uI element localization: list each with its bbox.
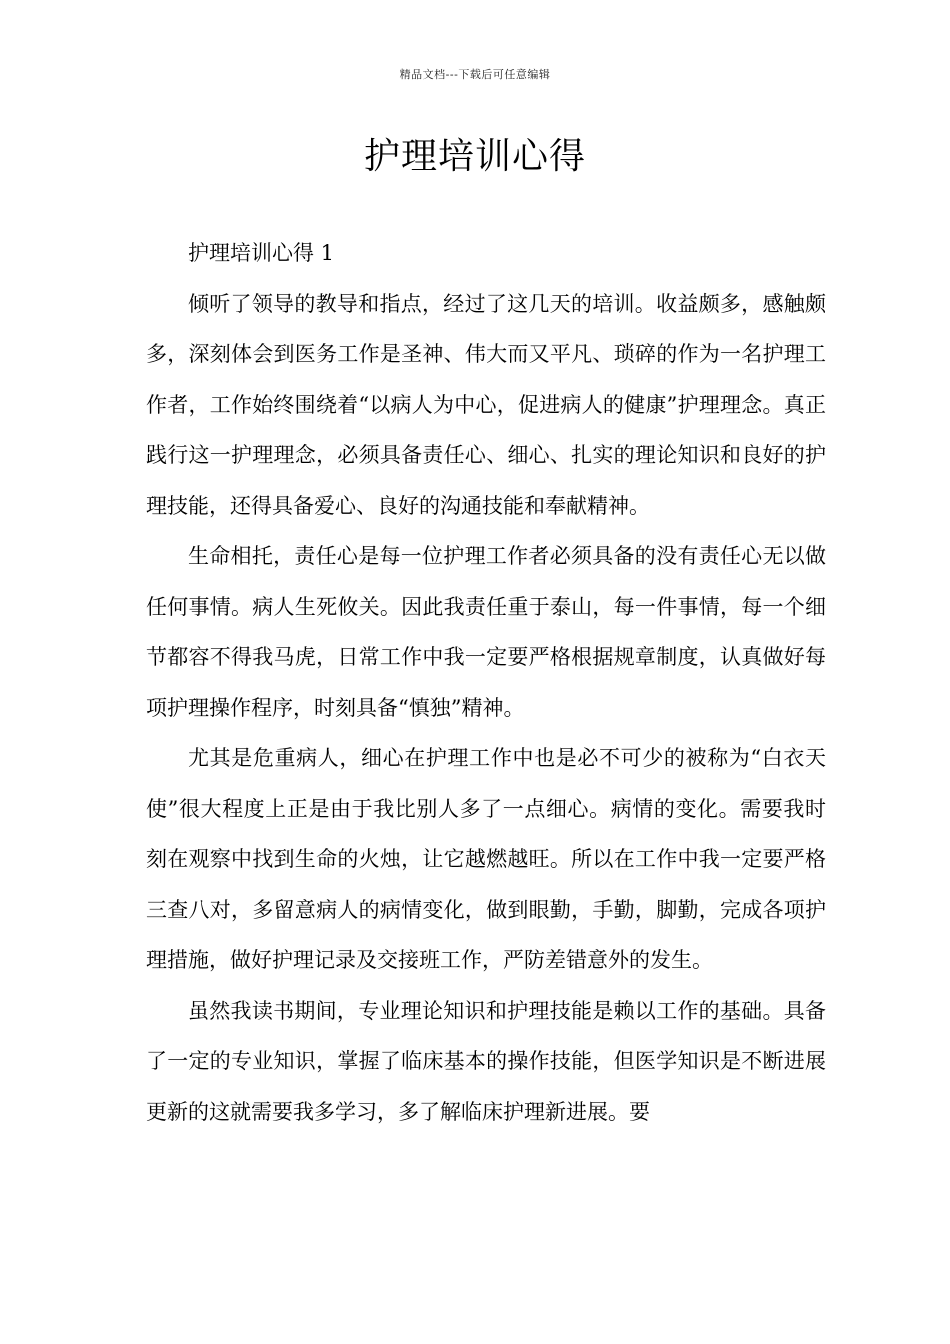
document-title: 护理培训心得 — [363, 136, 586, 177]
section-subtitle: 护理培训心得 1 — [188, 241, 335, 265]
header-note: 精品文档---下载后可任意编辑 — [399, 68, 551, 81]
paragraph-4: 虽然我读书期间，专业理论知识和护理技能是赖以工作的基础。具备了一定的专业知识，掌握了临床基本的操作技能，但医学知识是不断进展更新的这就需要我多学习，多了解临床护理新进展。要 — [146, 998, 826, 1124]
paragraph-1: 倾听了领导的教导和指点，经过了这几天的培训。收益颇多，感触颇多，深刻体会到医务工作是圣神、伟大而又平凡、琐碎的作为一名护理工作者，工作始终围绕着“以病人为中心，促进病人的健康”护理理念。真正践行这一护理理念，必须具备责任心、细心、扎实的理论知识和良好的护理技能，还得具备爱心、良好的沟通技能和奉献精神。 — [146, 291, 826, 518]
paragraph-2: 生命相托，责任心是每一位护理工作者必须具备的没有责任心无以做任何事情。病人生死攸关。因此我责任重于泰山，每一件事情，每一个细节都容不得我马虎，日常工作中我一定要严格根据规章制度，认真做好每项护理操作程序，时刻具备“慎独”精神。 — [146, 544, 826, 720]
document-body — [146, 228, 826, 1137]
paragraph-3: 尤其是危重病人，细心在护理工作中也是必不可少的被称为“白衣天使”很大程度上正是由于我比别人多了一点细心。病情的变化。需要我时刻在观察中找到生命的火烛，让它越燃越旺。所以在工作中我一定要严格三查八对，多留意病人的病情变化，做到眼勤，手勤，脚勤，完成各项护理措施，做好护理记录及交接班工作，严防差错意外的发生。 — [146, 746, 826, 972]
